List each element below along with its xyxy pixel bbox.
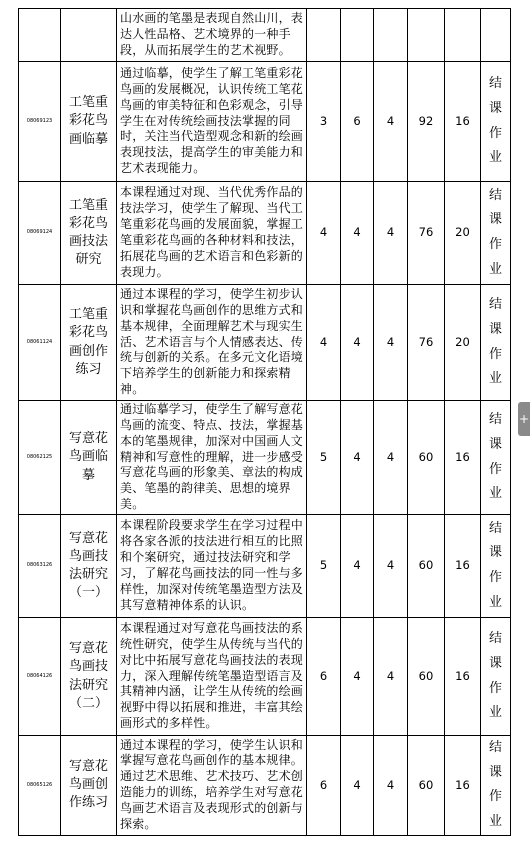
weeks: 4 [341, 618, 374, 736]
assessment: 结课作业 [481, 618, 511, 736]
total-hours: 60 [408, 736, 445, 836]
total-hours: 76 [408, 285, 445, 401]
table-row [19, 401, 511, 515]
semester: 6 [307, 736, 341, 836]
course-table [18, 8, 511, 836]
total-hours [408, 9, 445, 62]
assessment: 结课作业 [481, 515, 511, 618]
semester: 3 [307, 62, 341, 182]
credits [374, 9, 408, 62]
weeks: 4 [341, 285, 374, 401]
credits: 4 [374, 618, 408, 736]
course-code: 08062125 [19, 401, 61, 515]
total-hours: 60 [408, 618, 445, 736]
weekly-hours: 20 [445, 182, 481, 285]
semester: 4 [307, 182, 341, 285]
assessment: 结课作业 [481, 285, 511, 401]
course-name: 写意花鸟画临摹 [61, 401, 117, 515]
assessment: 结课作业 [481, 401, 511, 515]
table-row [19, 182, 511, 285]
course-code: 08065126 [19, 736, 61, 836]
course-name: 写意花鸟画技法研究（二） [61, 618, 117, 736]
course-name: 工笔重彩花鸟画技法研究 [61, 182, 117, 285]
credits: 4 [374, 182, 408, 285]
expand-handle-icon[interactable]: + [518, 402, 530, 436]
credits: 4 [374, 736, 408, 836]
course-description: 通过临摹，使学生了解工笔重彩花鸟画的发展概况，认识传统工笔花鸟画的审美特征和色彩观念，引导学生在对传统绘画技法掌握的同时，关注当代造型观念和新的绘画表现技法，提高学生的审美能力和艺术表现能力。 [117, 62, 307, 182]
semester: 6 [307, 618, 341, 736]
total-hours: 60 [408, 401, 445, 515]
course-code: 08069123 [19, 62, 61, 182]
weeks: 4 [341, 736, 374, 836]
semester: 4 [307, 285, 341, 401]
weeks [341, 9, 374, 62]
course-code: 08063126 [19, 515, 61, 618]
semester [307, 9, 341, 62]
assessment: 结课作业 [481, 62, 511, 182]
credits: 4 [374, 285, 408, 401]
total-hours: 92 [408, 62, 445, 182]
course-description: 本课程阶段要求学生在学习过程中将各家各派的技法进行相互的比照和个案研究，通过技法研究和学习，了解花鸟画技法的同一性与多样性，加深对传统笔墨造型方法及其写意精神体系的认识。 [117, 515, 307, 618]
weekly-hours: 16 [445, 62, 481, 182]
credits: 4 [374, 401, 408, 515]
assessment: 结课作业 [481, 182, 511, 285]
weekly-hours: 16 [445, 618, 481, 736]
weekly-hours: 16 [445, 515, 481, 618]
table-row [19, 285, 511, 401]
table-row [19, 736, 511, 836]
semester: 5 [307, 401, 341, 515]
weekly-hours: 16 [445, 736, 481, 836]
weekly-hours: 16 [445, 401, 481, 515]
course-description: 山水画的笔墨是表现自然山川，表达人性品格、艺术境界的一种手段，从而拓展学生的艺术视野。 [117, 9, 307, 62]
credits: 4 [374, 62, 408, 182]
course-code: 08069124 [19, 182, 61, 285]
weekly-hours [445, 9, 481, 62]
course-name [61, 9, 117, 62]
weeks: 4 [341, 515, 374, 618]
assessment [481, 9, 511, 62]
course-description: 本课程通过对现、当代优秀作品的技法学习，使学生了解现、当代工笔重彩花鸟画的发展面貌，掌握工笔重彩花鸟画的各种材料和技法，拓展花鸟画的艺术语言和色彩新的表现力。 [117, 182, 307, 285]
table-row [19, 515, 511, 618]
course-code [19, 9, 61, 62]
course-name: 写意花鸟画技法研究（一） [61, 515, 117, 618]
weeks: 4 [341, 182, 374, 285]
weeks: 4 [341, 401, 374, 515]
semester: 5 [307, 515, 341, 618]
course-name: 工笔重彩花鸟画临摹 [61, 62, 117, 182]
course-description: 本课程通过对写意花鸟画技法的系统性研究，使学生从传统与当代的对比中拓展写意花鸟画技法的表现力，深入理解传统笔墨造型语言及其精神内涵，让学生从传统的绘画视野中得以拓展和推进，丰富其绘画形式的多样性。 [117, 618, 307, 736]
total-hours: 60 [408, 515, 445, 618]
credits: 4 [374, 515, 408, 618]
course-description: 通过临摹学习，使学生了解写意花鸟画的流变、特点、技法，掌握基本的笔墨规律，加深对中国画人文精神和写意性的理解，进一步感受写意花鸟画的形象美、章法的构成美、笔墨的韵律美、思想的境界美。 [117, 401, 307, 515]
course-code: 08064126 [19, 618, 61, 736]
total-hours: 76 [408, 182, 445, 285]
course-code: 08061124 [19, 285, 61, 401]
weeks: 6 [341, 62, 374, 182]
table-row [19, 62, 511, 182]
course-name: 工笔重彩花鸟画创作练习 [61, 285, 117, 401]
weekly-hours: 20 [445, 285, 481, 401]
table-row [19, 618, 511, 736]
course-description: 通过本课程的学习，使学生认识和掌握写意花鸟画创作的基本规律。通过艺术思维、艺术技巧、艺术创造能力的训练，培养学生对写意花鸟画艺术语言及表现形式的创新与探索。 [117, 736, 307, 836]
assessment: 结课作业 [481, 736, 511, 836]
course-name: 写意花鸟画创作练习 [61, 736, 117, 836]
course-description: 通过本课程的学习，使学生初步认识和掌握花鸟画创作的思维方式和基本规律，全面理解艺术与现实生活、艺术语言与个人情感表达、传统与创新的关系。在多元文化语境下培养学生的创新能力和探索精神。 [117, 285, 307, 401]
table-row [19, 9, 511, 62]
